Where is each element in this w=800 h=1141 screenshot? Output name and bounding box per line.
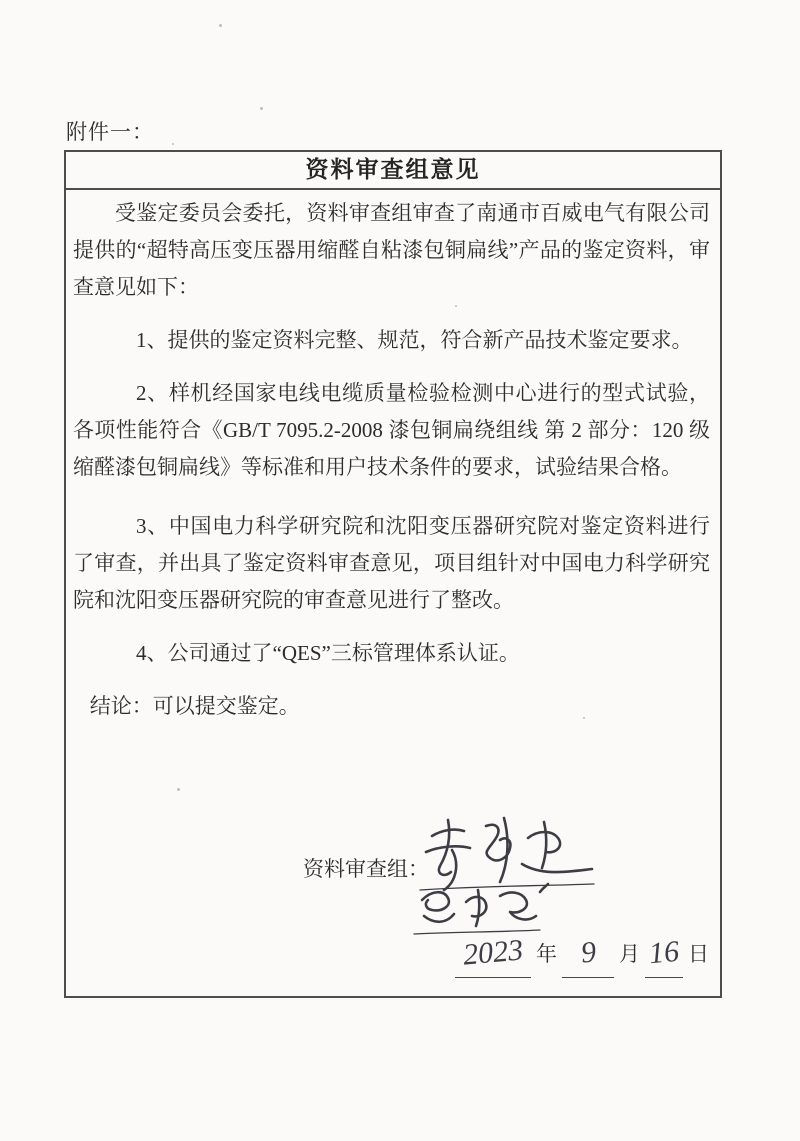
item-paragraph-1: 1、提供的鉴定资料完整、规范，符合新产品技术鉴定要求。 <box>136 328 693 352</box>
item-paragraph-3: 3、中国电力科学研究院和沈阳变压器研究院对鉴定资料进行了审查，并出具了鉴定资料审查意见，项目组针对中国电力科学研究院和沈阳变压器研究院的审查意见进行了整改。 <box>73 514 710 612</box>
year-underline <box>455 932 531 978</box>
intro-paragraph: 受鉴定委员会委托，资料审查组审查了南通市百威电气有限公司提供的“超特高压变压器用缩醛自粘漆包铜扁线”产品的鉴定资料，审查意见如下： <box>73 201 710 299</box>
date-line <box>455 932 714 980</box>
document-body <box>66 195 720 725</box>
scan-speck <box>219 24 222 27</box>
handwritten-day: 16 <box>647 934 681 971</box>
month-label: 月 <box>619 942 640 966</box>
month-underline <box>562 932 614 978</box>
review-group-signature-label: 资料审查组： <box>303 857 429 881</box>
review-opinion-box <box>64 150 722 998</box>
handwritten-month: 9 <box>579 935 597 970</box>
item-paragraph-2: 2、样机经国家电线电缆质量检验检测中心进行的型式试验，各项性能符合《GB/T 7095.2-2008 漆包铜扁绕组线 第 2 部分：120 级缩醛漆包铜扁线》等标准和用户技术条件的要求，试验结果合格。 <box>73 381 710 479</box>
scan-speck <box>260 107 263 110</box>
day-underline <box>645 932 683 978</box>
year-label: 年 <box>536 942 557 966</box>
document-title: 资料审查组意见 <box>66 152 720 190</box>
item-paragraph-4: 4、公司通过了“QES”三标管理体系认证。 <box>136 641 520 665</box>
handwritten-year: 2023 <box>461 933 525 972</box>
attachment-label: 附件一： <box>66 120 154 144</box>
scan-speck <box>172 143 174 145</box>
day-label: 日 <box>688 942 709 966</box>
conclusion-paragraph: 结论：可以提交鉴定。 <box>89 694 300 718</box>
